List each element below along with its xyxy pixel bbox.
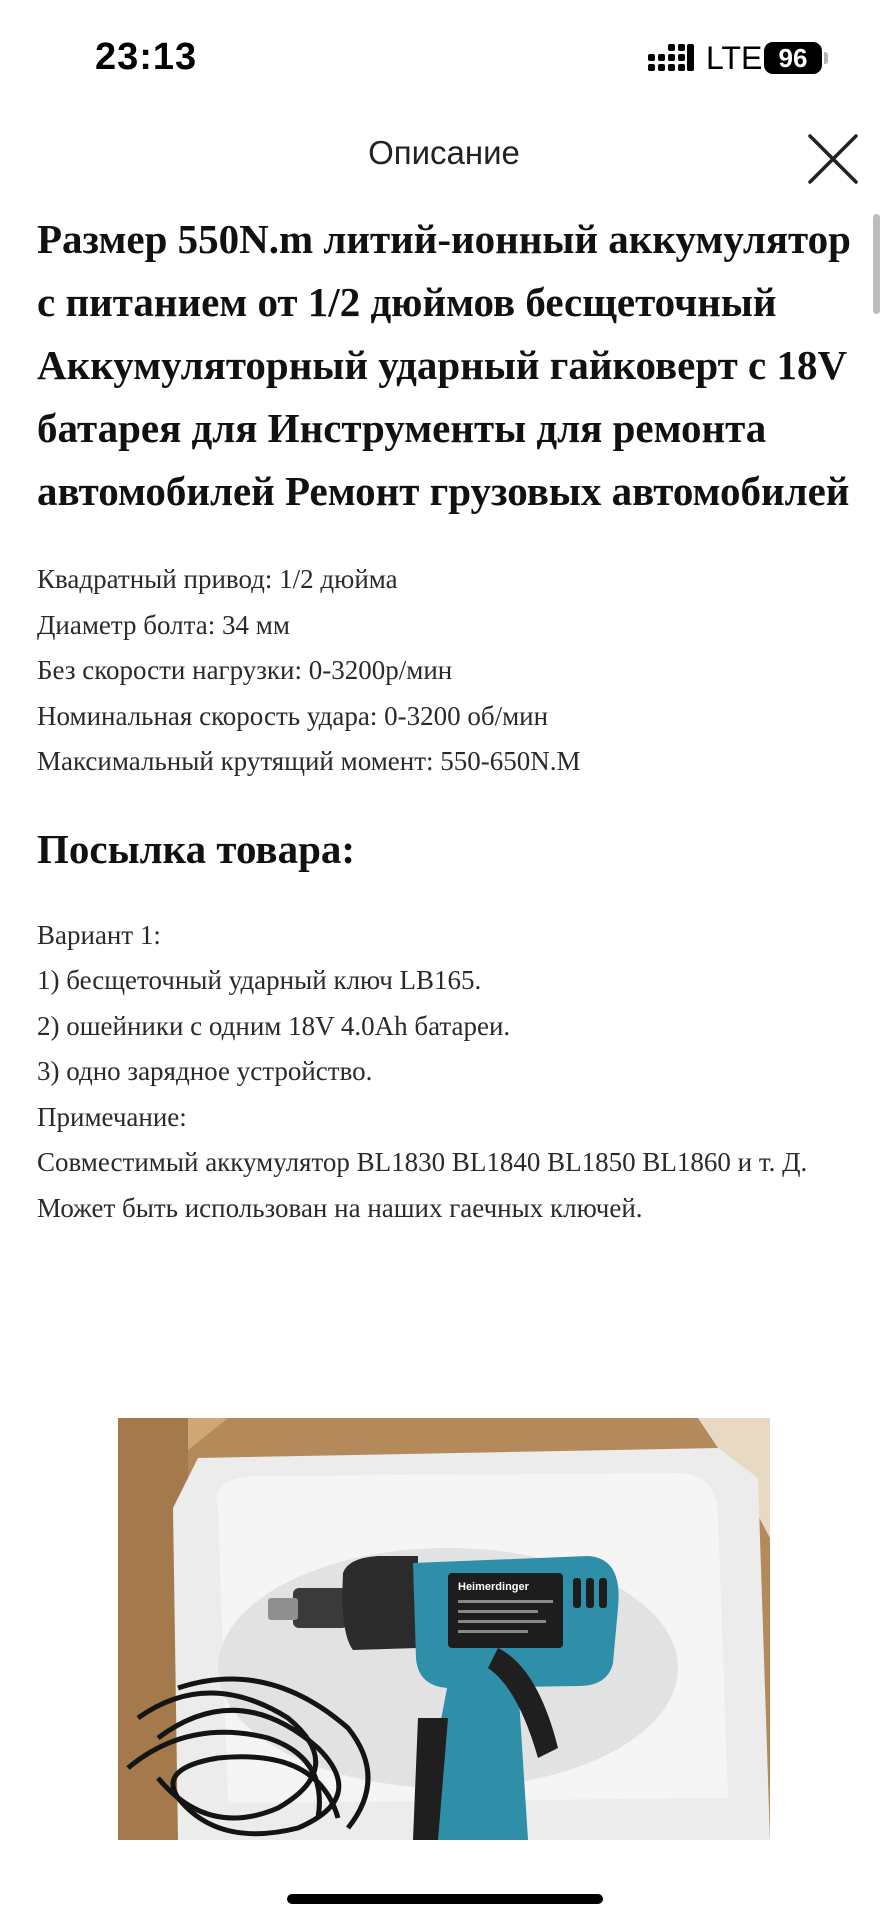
package-heading: Посылка товара: — [37, 825, 356, 872]
scrollbar[interactable] — [873, 214, 880, 314]
package-line: 1) бесщеточный ударный ключ LB165. — [37, 965, 482, 995]
product-title: Размер 550N.m литий-ионный аккумулятор с питанием от 1/2 дюймов бесщеточный Аккумуляторный ударный гайковерт с 18V батарея для Инструменты для ремонта автомобилей Ремонт грузовых автомобилей — [37, 216, 851, 514]
package-list — [37, 913, 852, 1232]
network-type: LTE — [706, 40, 763, 76]
product-photo — [118, 1418, 770, 1840]
package-line: Вариант 1: — [37, 919, 161, 950]
battery-tip — [824, 52, 828, 64]
package-line: 2) ошейники с одним 18V 4.0Ah батареи. — [37, 1010, 511, 1041]
home-indicator[interactable] — [287, 1894, 603, 1904]
spec-line: Квадратный привод: 1/2 дюйма — [37, 564, 398, 594]
status-time: 23:13 — [95, 36, 198, 78]
description-content — [37, 208, 852, 1231]
package-line: Примечание: — [37, 1101, 187, 1132]
package-line: Совместимый аккумулятор BL1830 BL1840 BL1850 BL1860 и т. Д. Может быть использован на наших гаечных ключей. — [37, 1147, 808, 1223]
signal-icon — [648, 42, 694, 76]
spec-line: Без скорости нагрузки: 0-3200р/мин — [37, 655, 453, 685]
battery-icon — [764, 42, 822, 74]
spec-line: Номинальная скорость удара: 0-3200 об/мин — [37, 700, 549, 731]
spec-list — [37, 557, 852, 785]
spec-line: Максимальный крутящий момент: 550-650N.M — [37, 746, 581, 776]
battery-level: 96 — [778, 42, 808, 73]
page-title: Описание — [368, 134, 520, 171]
close-icon[interactable] — [804, 130, 862, 188]
status-bar — [0, 0, 888, 110]
spec-line: Диаметр болта: 34 мм — [37, 609, 290, 640]
package-line: 3) одно зарядное устройство. — [37, 1056, 373, 1086]
tool-brand-label: Heimerdinger — [458, 1581, 529, 1593]
